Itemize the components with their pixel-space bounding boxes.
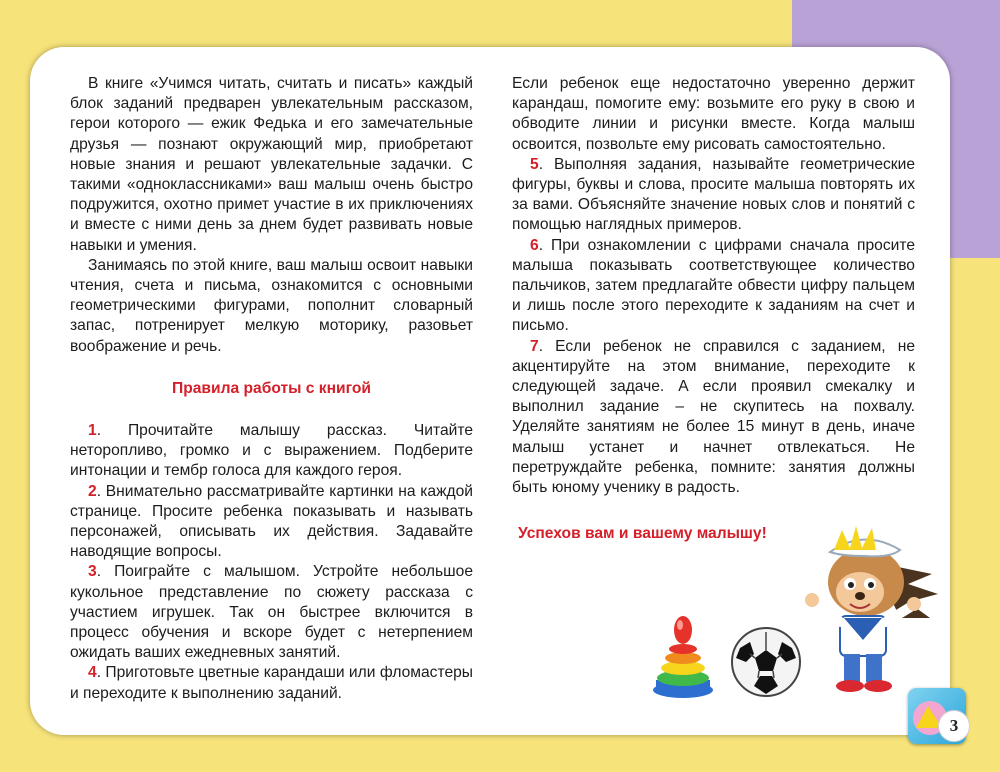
- rule-number: 2: [88, 482, 97, 500]
- rule-text: . Выполняя задания, называйте геометрические фигуры, буквы и слова, просите малыша повторять их за вами. Объясняйте значение новых слов и понятий с помощью наглядных примеров.: [512, 155, 915, 234]
- rule-text: . Поиграйте с малышом. Устройте небольшое кукольное представление по сюжету рассказа с участием игрушек. Так он быстрее включится в процесс обучения и вскоре будет с нетерпением ожидать ваших ежедневных занятий.: [70, 563, 473, 662]
- rule-number: 3: [88, 563, 97, 581]
- continued-paragraph: Если ребенок еще недостаточно уверенно держит карандаш, помогите ему: возьмите его руку в свою и обводите линии и рисунки вместе. Когда малыш освоится, позвольте ему рисовать самостоятельно.: [512, 75, 915, 153]
- intro-paragraph-1: В книге «Учимся читать, считать и писать» каждый блок заданий предварен увлекательным рассказом, герои которого — ежик Федька и его замечательные друзья — познают окружающий мир, приобретают новые знания и решают увлекательные задачки. С такими «одноклассниками» ваш малыш очень быстро подружится, охотно примет участие в их приключениях и вместе с ними день за днем будет развивать новые навыки и умения.: [70, 75, 473, 254]
- rule-number: 7: [530, 337, 539, 355]
- left-column: [70, 74, 473, 704]
- rule-number: 1: [88, 422, 97, 440]
- rule-text: . Внимательно рассматривайте картинки на каждой странице. Просите ребенка показывать и называть персонажей, описывать их действия. Задавайте наводящие вопросы.: [70, 482, 473, 561]
- rule-number: 6: [530, 236, 539, 254]
- pyramid-toy-icon: [648, 610, 718, 700]
- right-column: [512, 74, 915, 498]
- rule-5: [512, 155, 915, 236]
- rule-number: 4: [88, 664, 97, 682]
- intro-paragraph-2: Занимаясь по этой книге, ваш малыш освоит навыки чтения, счета и письма, ознакомится с основными геометрическими фигурами, пополнит словарный запас, потренирует мелкую моторику, разовьет воображение и речь.: [70, 256, 473, 355]
- rule-4: [70, 663, 473, 703]
- rule-text: . Если ребенок не справился с заданием, не акцентируйте на этом внимание, переходите к следующей задаче. А если проявил смекалку и выполнил задание – не скупитесь на похвалу. Уделяйте занятиям не более 15 минут в день, иначе малыш устанет и начнет отвлекаться. Не перетруждайте ребенка, помните: занятия должны быть юному ученику в радость.: [512, 337, 915, 497]
- rule-text: . Прочитайте малышу рассказ. Читайте неторопливо, громко и с выражением. Подберите интонации и тембр голоса для каждого героя.: [70, 422, 473, 480]
- rule-7: [512, 337, 915, 499]
- closing-wish: Успехов вам и вашему малышу!: [518, 525, 767, 542]
- rule-6: [512, 236, 915, 337]
- hedgehog-sailor-character-icon: [804, 522, 944, 694]
- rule-text: . Приготовьте цветные карандаши или фломастеры и переходите к выполнению заданий.: [70, 664, 473, 702]
- rule-text: . При ознакомлении с цифрами сначала просите малыша показывать соответствующее количество пальчиков, затем предлагайте обвести цифру пальцем и лишь после этого переходите к заданиям на счет и письмо.: [512, 236, 915, 335]
- rule-1: [70, 421, 473, 482]
- soccer-ball-icon: [730, 626, 802, 698]
- rules-heading: Правила работы с книгой: [172, 379, 371, 397]
- page-number: 3: [938, 710, 970, 742]
- rule-2: [70, 482, 473, 563]
- rule-3: [70, 562, 473, 663]
- rule-number: 5: [530, 155, 539, 173]
